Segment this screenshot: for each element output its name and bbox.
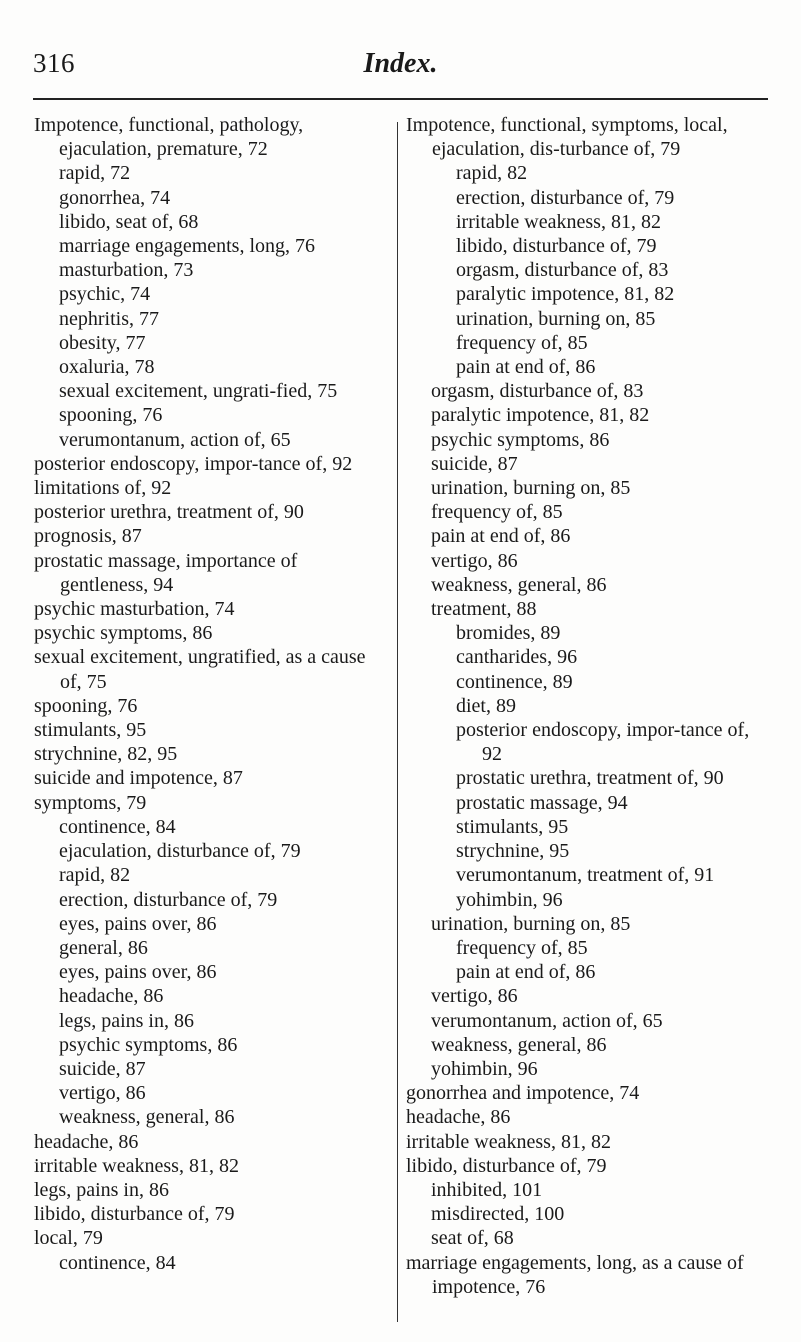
index-entry: continence, 89: [456, 670, 573, 693]
index-entry: headache, 86: [59, 985, 164, 1008]
index-entry: misdirected, 100: [431, 1203, 565, 1226]
index-entry: suicide, 87: [59, 1057, 146, 1080]
index-entry: urination, burning on, 85: [431, 912, 631, 935]
index-entry: irritable weakness, 81, 82: [456, 210, 661, 233]
index-entry: continence, 84: [59, 815, 176, 838]
index-entry: seat of, 68: [431, 1227, 514, 1250]
index-entry: weakness, general, 86: [59, 1106, 235, 1129]
index-entry: gonorrhea and impotence, 74: [406, 1082, 640, 1105]
index-entry: libido, disturbance of, 79: [406, 1154, 607, 1177]
index-entry: frequency of, 85: [456, 936, 588, 959]
index-entry: vertigo, 86: [59, 1082, 146, 1105]
index-entry: vertigo, 86: [431, 985, 518, 1008]
index-entry: spooning, 76: [59, 404, 163, 427]
index-entry: urination, burning on, 85: [456, 307, 656, 330]
index-entry: yohimbin, 96: [456, 888, 563, 911]
index-entry: posterior endoscopy, impor-tance of, 92: [456, 719, 750, 766]
index-entry: strychnine, 82, 95: [34, 743, 178, 766]
index-entry: masturbation, 73: [59, 259, 194, 282]
index-entry: headache, 86: [406, 1106, 511, 1129]
index-entry: stimulants, 95: [34, 719, 147, 742]
index-entry: Impotence, functional, pathology,: [34, 114, 304, 136]
index-entry: urination, burning on, 85: [431, 477, 631, 500]
index-entry: spooning, 76: [34, 694, 138, 717]
index-entry: paralytic impotence, 81, 82: [456, 283, 675, 306]
index-entry: irritable weakness, 81, 82: [406, 1130, 611, 1153]
index-entry: nephritis, 77: [59, 307, 159, 330]
index-entry: prognosis, 87: [34, 525, 142, 548]
index-entry: rapid, 82: [456, 162, 528, 185]
index-entry: libido, disturbance of, 79: [34, 1203, 235, 1226]
index-entry: ejaculation, disturbance of, 79: [59, 840, 301, 863]
index-entry: suicide and impotence, 87: [34, 767, 243, 790]
index-entry: psychic masturbation, 74: [34, 598, 235, 621]
index-entry: local, 79: [34, 1227, 103, 1250]
index-entry: gonorrhea, 74: [59, 186, 171, 209]
index-entry: obesity, 77: [59, 331, 146, 354]
index-entry: legs, pains in, 86: [59, 1009, 194, 1032]
index-entry: weakness, general, 86: [431, 1033, 607, 1056]
index-entry: yohimbin, 96: [431, 1057, 538, 1080]
index-entry: psychic, 74: [59, 283, 151, 306]
index-entry: cantharides, 96: [456, 646, 578, 669]
index-entry: posterior endoscopy, impor-tance of, 92: [34, 452, 353, 475]
column-divider: [397, 122, 398, 1322]
index-entry: continence, 84: [59, 1251, 176, 1274]
index-entry: headache, 86: [34, 1130, 139, 1153]
index-entry: inhibited, 101: [431, 1178, 543, 1201]
index-entry: psychic symptoms, 86: [34, 622, 213, 645]
index-entry: limitations of, 92: [34, 477, 172, 500]
index-entry: pain at end of, 86: [456, 961, 596, 984]
index-entry: prostatic massage, importance of gentleness, 94: [34, 549, 298, 596]
page-number: 316: [33, 48, 75, 78]
index-entry: libido, seat of, 68: [59, 210, 199, 233]
index-entry: paralytic impotence, 81, 82: [431, 404, 650, 427]
index-entry: ejaculation, premature, 72: [59, 138, 268, 161]
index-entry: eyes, pains over, 86: [59, 912, 217, 935]
index-column-left: [34, 113, 389, 1275]
index-entry: posterior urethra, treatment of, 90: [34, 501, 304, 524]
index-entry: strychnine, 95: [456, 840, 570, 863]
index-entry: diet, 89: [456, 694, 516, 717]
index-entry: erection, disturbance of, 79: [456, 186, 675, 209]
index-entry: marriage engagements, long, 76: [59, 235, 316, 258]
index-entry: rapid, 72: [59, 162, 131, 185]
index-column-right: [406, 113, 761, 1299]
index-entry: rapid, 82: [59, 864, 131, 887]
index-entry: vertigo, 86: [431, 549, 518, 572]
index-entry: frequency of, 85: [456, 331, 588, 354]
index-entry: general, 86: [59, 936, 148, 959]
index-entry: oxaluria, 78: [59, 356, 155, 379]
index-entry: sexual excitement, ungratified, as a cause of, 75: [34, 646, 366, 693]
index-entry: bromides, 89: [456, 622, 561, 645]
index-entry: prostatic massage, 94: [456, 791, 628, 814]
index-entry: orgasm, disturbance of, 83: [431, 380, 644, 403]
index-entry: orgasm, disturbance of, 83: [456, 259, 669, 282]
index-entry: weakness, general, 86: [431, 573, 607, 596]
index-entry: legs, pains in, 86: [34, 1178, 169, 1201]
index-entry: verumontanum, action of, 65: [431, 1009, 663, 1032]
index-entry: verumontanum, treatment of, 91: [456, 864, 715, 887]
running-title: Index.: [363, 48, 438, 79]
index-entry: psychic symptoms, 86: [59, 1033, 238, 1056]
index-entry: psychic symptoms, 86: [431, 428, 610, 451]
index-entry: marriage engagements, long, as a cause of impotence, 76: [406, 1251, 744, 1298]
index-entry: irritable weakness, 81, 82: [34, 1154, 239, 1177]
index-entry: frequency of, 85: [431, 501, 563, 524]
index-entry: pain at end of, 86: [431, 525, 571, 548]
index-entry: pain at end of, 86: [456, 356, 596, 379]
index-entry: sexual excitement, ungrati-fied, 75: [59, 380, 338, 403]
header-rule: [33, 98, 768, 100]
index-entry: eyes, pains over, 86: [59, 961, 217, 984]
index-entry: verumontanum, action of, 65: [59, 428, 291, 451]
index-entry: symptoms, 79: [34, 791, 147, 814]
index-entry: libido, disturbance of, 79: [456, 235, 657, 258]
index-entry: stimulants, 95: [456, 815, 569, 838]
index-entry: suicide, 87: [431, 452, 518, 475]
index-entry: treatment, 88: [431, 598, 537, 621]
page-header: [33, 48, 768, 94]
index-entry: Impotence, functional, symptoms, local, ejaculation, dis-turbance of, 79: [406, 114, 728, 161]
index-entry: erection, disturbance of, 79: [59, 888, 278, 911]
index-entry: prostatic urethra, treatment of, 90: [456, 767, 724, 790]
